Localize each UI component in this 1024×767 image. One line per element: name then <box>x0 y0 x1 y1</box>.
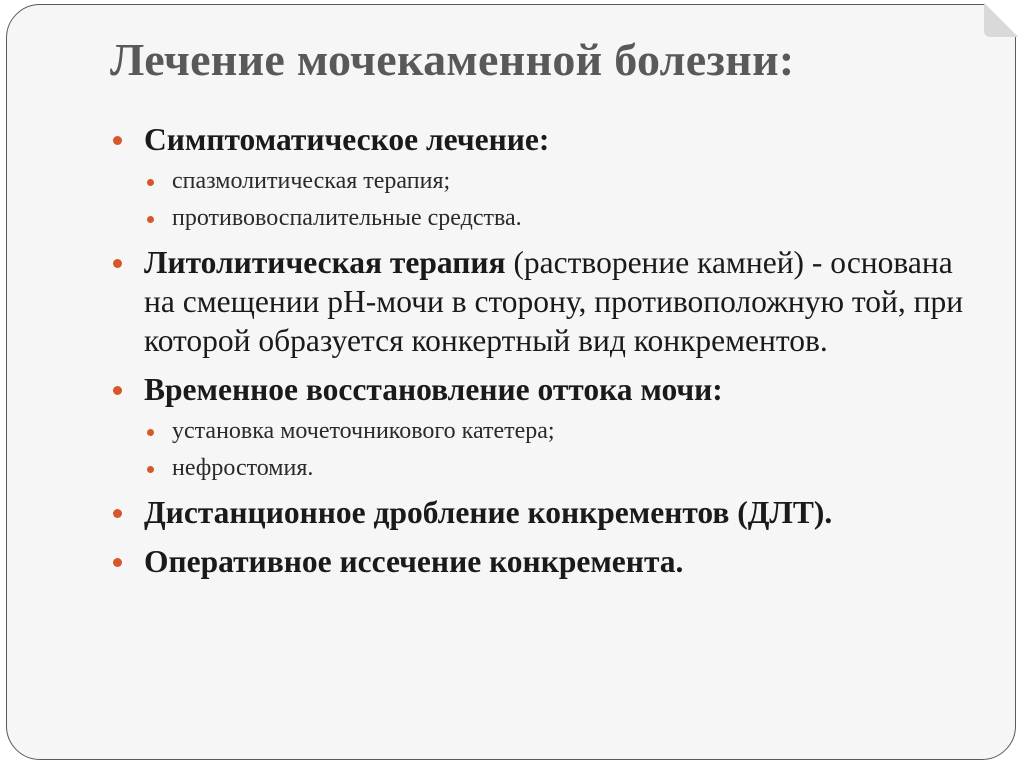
sub-bullet-item <box>110 416 990 446</box>
bullet-heading: Дистанционное дробление конкрементов (ДЛТ). <box>144 495 833 530</box>
sub-bullet-dot-icon <box>147 216 154 223</box>
bullet-item <box>110 493 990 532</box>
sub-bullet-dot-icon <box>147 179 154 186</box>
bullet-dot-icon <box>113 386 122 395</box>
bullet-dot-icon <box>113 509 122 518</box>
bullet-item <box>110 243 990 360</box>
sub-bullet-dot-icon <box>147 429 154 436</box>
sub-bullet-item <box>110 453 990 483</box>
bullet-heading: Литолитическая терапия <box>144 245 506 280</box>
sub-bullet-text: спазмолитическая терапия; <box>172 168 451 194</box>
sub-bullet-text: установка мочеточникового катетера; <box>172 418 555 444</box>
bullet-item <box>110 370 990 409</box>
bullet-item <box>110 120 990 159</box>
bullet-text: (растворение камней) - основана на смещении рН-мочи в сторону, противоположную той, при которой образуется конкертный вид конкрементов. <box>144 245 964 358</box>
page-curl-corner <box>984 3 1018 37</box>
bullet-dot-icon <box>113 136 122 145</box>
bullet-heading: Симптоматическое лечение: <box>144 122 550 157</box>
sub-bullet-dot-icon <box>147 466 154 473</box>
bullet-item <box>110 542 990 581</box>
sub-bullet-item <box>110 203 990 233</box>
slide-title: Лечение мочекаменной болезни: <box>110 34 795 85</box>
sub-bullet-item <box>110 166 990 196</box>
bullet-list <box>110 120 990 581</box>
bullet-heading: Оперативное иссечение конкремента. <box>144 544 684 579</box>
sub-bullet-text: противовоспалительные средства. <box>172 205 522 231</box>
sub-bullet-text: нефростомия. <box>172 455 314 481</box>
bullet-dot-icon <box>113 558 122 567</box>
bullet-heading: Временное восстановление оттока мочи: <box>144 372 723 407</box>
bullet-dot-icon <box>113 259 122 268</box>
